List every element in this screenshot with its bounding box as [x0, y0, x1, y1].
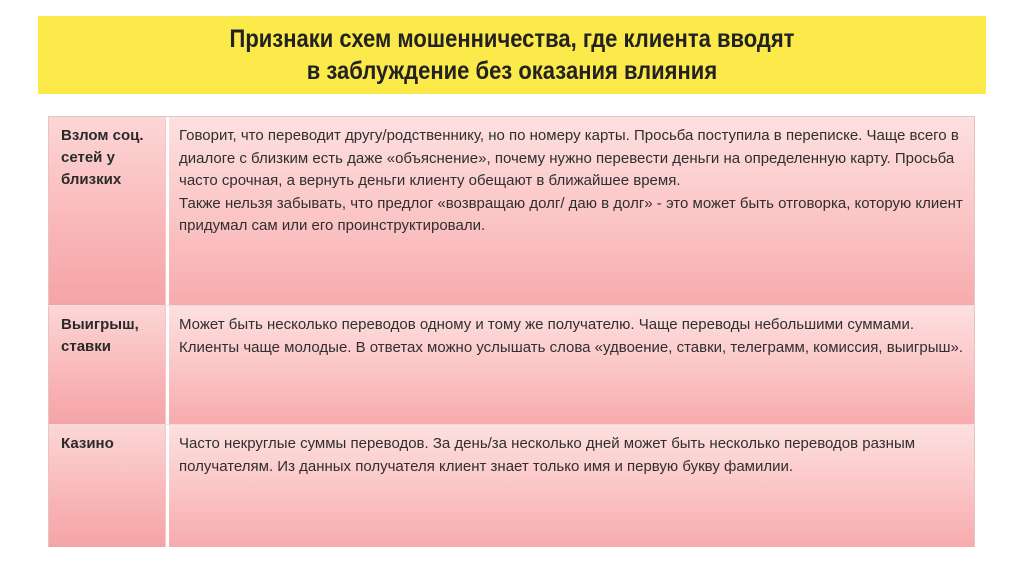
row-label: Казино [61, 435, 114, 452]
title-line-1: Признаки схем мошенничества, где клиента вводят [229, 25, 795, 53]
table-row-casino [48, 425, 975, 547]
row-description-cell [167, 306, 975, 424]
title-line-2: в заблуждение без оказания влияния [306, 57, 718, 85]
slide-title [230, 23, 795, 87]
row-description-cell [167, 117, 975, 305]
row-description [179, 433, 964, 478]
row-description [179, 314, 964, 359]
description-paragraph-1: Часто некруглые суммы переводов. За день/за несколько дней может быть несколько переводов разным получателям. Из данных получателя клиент знает только имя и первую букву фамилии. [179, 435, 916, 475]
table-row-social-hack [48, 117, 975, 306]
description-paragraph-1: Может быть несколько переводов одному и тому же получателю. Чаще переводы небольшими суммами. Клиенты чаще молодые. В ответах можно услышать слова «удвоение, ставки, телеграмм, комиссия, выигрыш». [179, 316, 964, 356]
row-label-cell [48, 425, 167, 547]
fraud-signs-table [48, 116, 975, 551]
row-description [179, 125, 964, 238]
row-label: Взлом соц. сетей у близких [61, 127, 144, 188]
row-label: Выигрыш, ставки [61, 316, 139, 355]
table-row-betting [48, 306, 975, 425]
row-description-cell [167, 425, 975, 547]
title-banner [38, 16, 986, 94]
row-label-cell [48, 117, 167, 305]
description-paragraph-1: Говорит, что переводит другу/родственнику, но по номеру карты. Просьба поступила в переписке. Чаще всего в диалоге с близким есть даже «объяснение», почему нужно перевести деньги на определенную карту. Просьба часто срочная, а вернуть деньги клиенту обещают в ближайшее время. [179, 127, 959, 190]
row-label-cell [48, 306, 167, 424]
description-paragraph-2: Также нельзя забывать, что предлог «возвращаю долг/ даю в долг» - это может быть отговорка, которую клиент придумал сам или его проинструктировали. [179, 194, 963, 235]
